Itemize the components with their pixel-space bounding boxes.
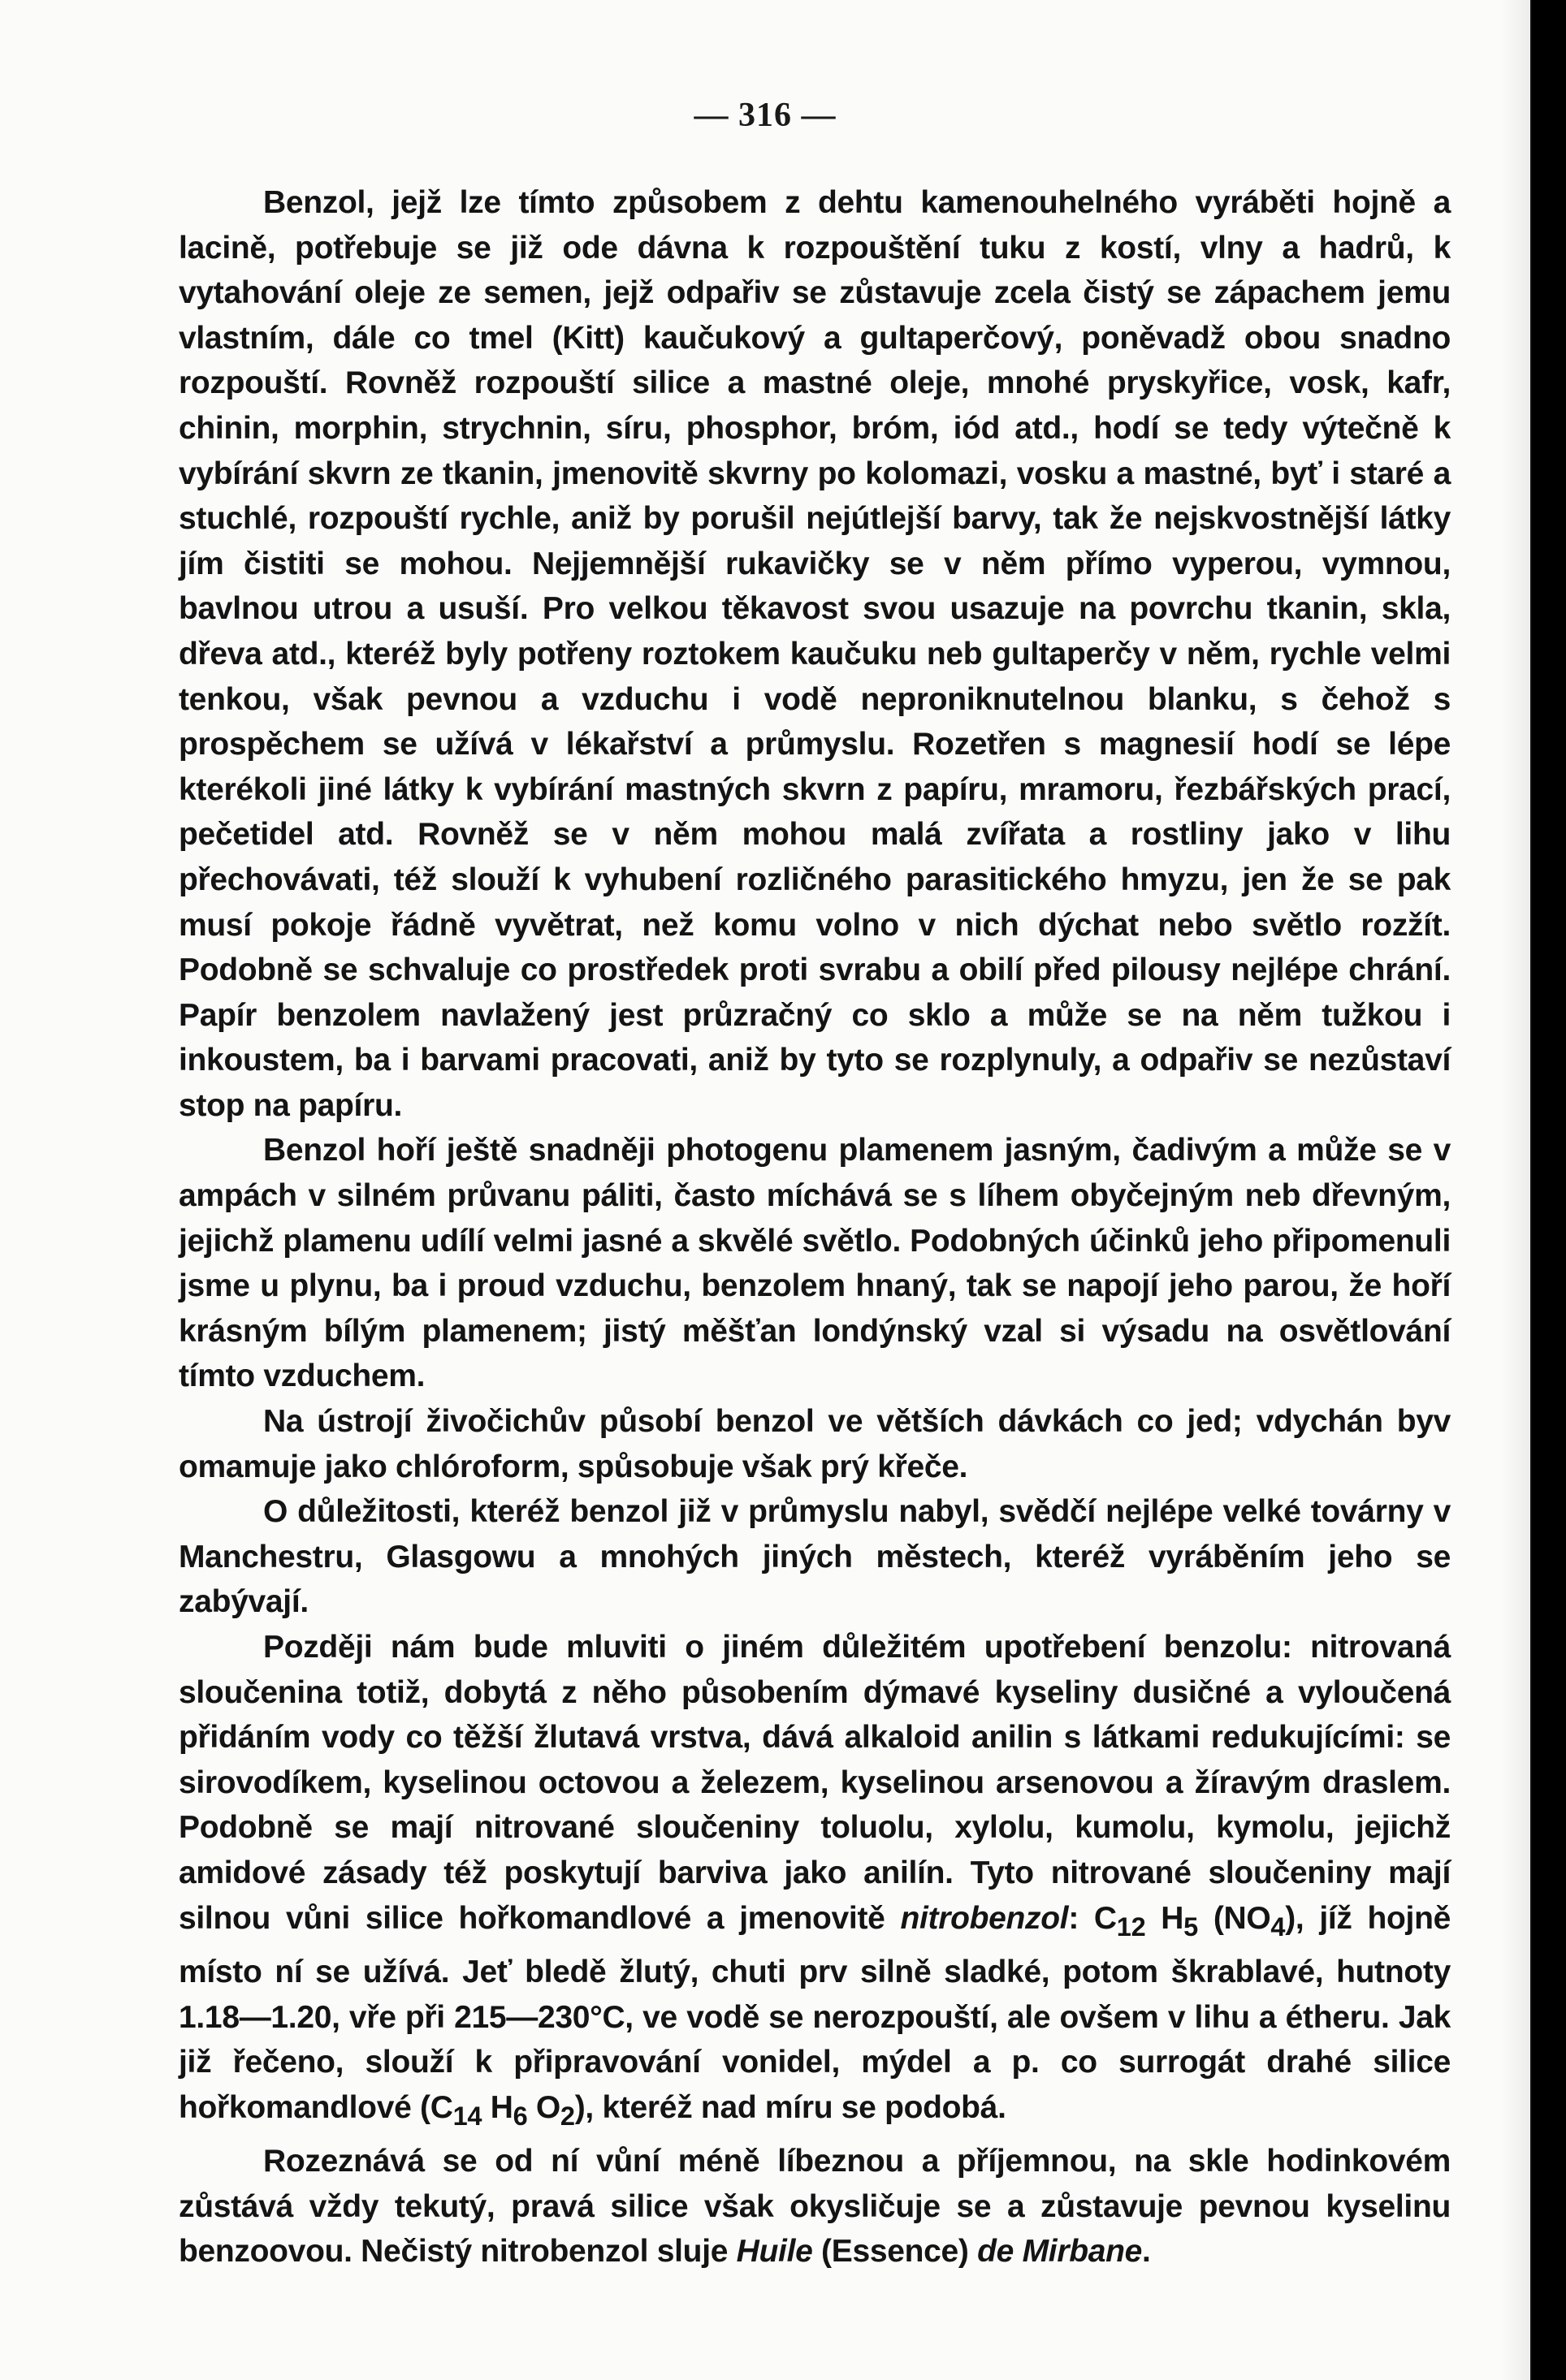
- formula-nitrobenzol: $C_{12}$ $H_5$ ($NO_4$: [1093, 1900, 1286, 1942]
- paragraph-2: Benzol hoří ještě snadněji photogenu plamenem jasným, čadivým a může se v ampách v silném průvanu páliti, často míchává se s líhem obyčejným neb dřevným, jejichž plamenu udílí velmi jasné a skvělé světlo. Podobných účinků jeho připomenuli jsme u plynu, ba i proud vzduchu, benzolem hnaný, tak se napojí jeho parou, že hoří krásným bílým plamenem; jistý měšťan londýnský vzal si výsadu na osvětlování tímto vzduchem.: [179, 1133, 1451, 1394]
- page-edge-shadow: [1501, 0, 1530, 2380]
- paragraph-5: Později nám bude mluviti o jiném důležitém upotřebení benzolu: nitrovaná sloučenina totiž, dobytá z něho působením dýmavé kyseliny dusičné a vyloučená přidáním vody co těžší žlutavá vrstva, dává alkaloid anilin s látkami redukujícími: se sirovodíkem, kyselinou octovou a železem, kyselinou arsenovou a žíravým draslem. Podobně se mají nitrované sloučeniny toluolu, xylolu, kumolu, kymolu, jejichž amidové zásady též poskytují barviva jako anilín. Tyto nitrované sloučeniny mají silnou vůni silice hořkomandlové a jmenovitě nitrobenzol: $C_{12}$ $H_5$ $(NO_4)$, jíž hojně místo ní se užívá. Jeť bledě žlutý, chuti prv silně sladké, potom škrablavé, hutnoty 1.18—1.20, vře při 215—230°C, ve vodě se nerozpouští, ale ovšem v lihu a étheru. Jak již řečeno, slouží k připravování vonidel, mýdel a p. co surrogát drahé silice hořkomandlové ($C_{14}$ $H_6$ $O_2$), kteréž nad míru se podobá.: [179, 1630, 1451, 2131]
- body-text: [179, 180, 1451, 2274]
- term-nitrobenzol: nitrobenzol: [900, 1900, 1069, 1936]
- term-de-mirbane: de Mirbane: [977, 2234, 1143, 2270]
- paragraph-3: Na ústrojí živočichův působí benzol ve větších dávkách co jed; vdychán byv omamuje jako chlóroform, spůsobuje však prý křeče.: [179, 1404, 1451, 1484]
- term-huile: Huile: [736, 2234, 813, 2270]
- paragraph-1: Benzol, jejž lze tímto způsobem z dehtu kamenouhelného vyráběti hojně a lacině, potřebuje se již ode dávna k rozpouštění tuku z kostí, vlny a hadrů, k vytahování oleje ze semen, jejž odpařiv se zůstavuje zcela čistý se zápachem jemu vlastním, dále co tmel (Kitt) kaučukový a gultaperčový, poněvadž obou snadno rozpouští. Rovněž rozpouští silice a mastné oleje, mnohé pryskyřice, vosk, kafr, chinin, morphin, strychnin, síru, phosphor, bróm, iód atd., hodí se tedy výtečně k vybírání skvrn ze tkanin, jmenovitě skvrny po kolomazi, vosku a mastné, byť i staré a stuchlé, rozpouští rychle, aniž by porušil nejútlejší barvy, tak že nejskvostnější látky jím čistiti se mohou. Nejjemnější rukavičky se v něm přímo vyperou, vymnou, bavlnou utrou a usuší. Pro velkou těkavost svou usazuje na povrchu tkanin, skla, dřeva atd., kteréž byly potřeny roztokem kaučuku neb gultaperčy v něm, rychle velmi tenkou, však pevnou a vzduchu i vodě neproniknutelnou blanku, s čehož s prospěchem se užívá v lékařství a průmyslu. Rozetřen s magnesií hodí se lépe kterékoli jiné látky k vybírání mastných skvrn z papíru, mramoru, řezbářských prací, pečetidel atd. Rovněž se v něm mohou malá zvířata a rostliny jako v lihu přechovávati, též slouží k vyhubení rozličného parasitického hmyzu, jen že se pak musí pokoje řádně vyvětrat, než komu volno v nich dýchat nebo světlo rozžít. Podobně se schvaluje co prostředek proti svrabu a obilí před pilousy nejlépe chrání. Papír benzolem navlažený jest průzračný co sklo a může se na něm tužkou i inkoustem, ba i barvami pracovati, aniž by tyto se rozplynuly, a odpařiv se nezůstaví stop na papíru.: [179, 185, 1451, 1123]
- page-number: — 316 —: [694, 97, 837, 134]
- paragraph-6: Rozeznává se od ní vůní méně líbeznou a příjemnou, na skle hodinkovém zůstává vždy tekutý, pravá silice však okysličuje se a zůstavuje pevnou kyselinu benzoovou. Nečistý nitrobenzol sluje Huile (Essence) de Mirbane.: [179, 2144, 1451, 2270]
- paragraph-4: O důležitosti, kteréž benzol již v průmyslu nabyl, svědčí nejlépe velké továrny v Manchestru, Glasgowu a mnohých jiných městech, kteréž vyráběním jeho se zabývají.: [179, 1494, 1451, 1620]
- formula-benzaldehyde: $C_{14}$ $H_6$ $O_2$: [430, 2089, 575, 2131]
